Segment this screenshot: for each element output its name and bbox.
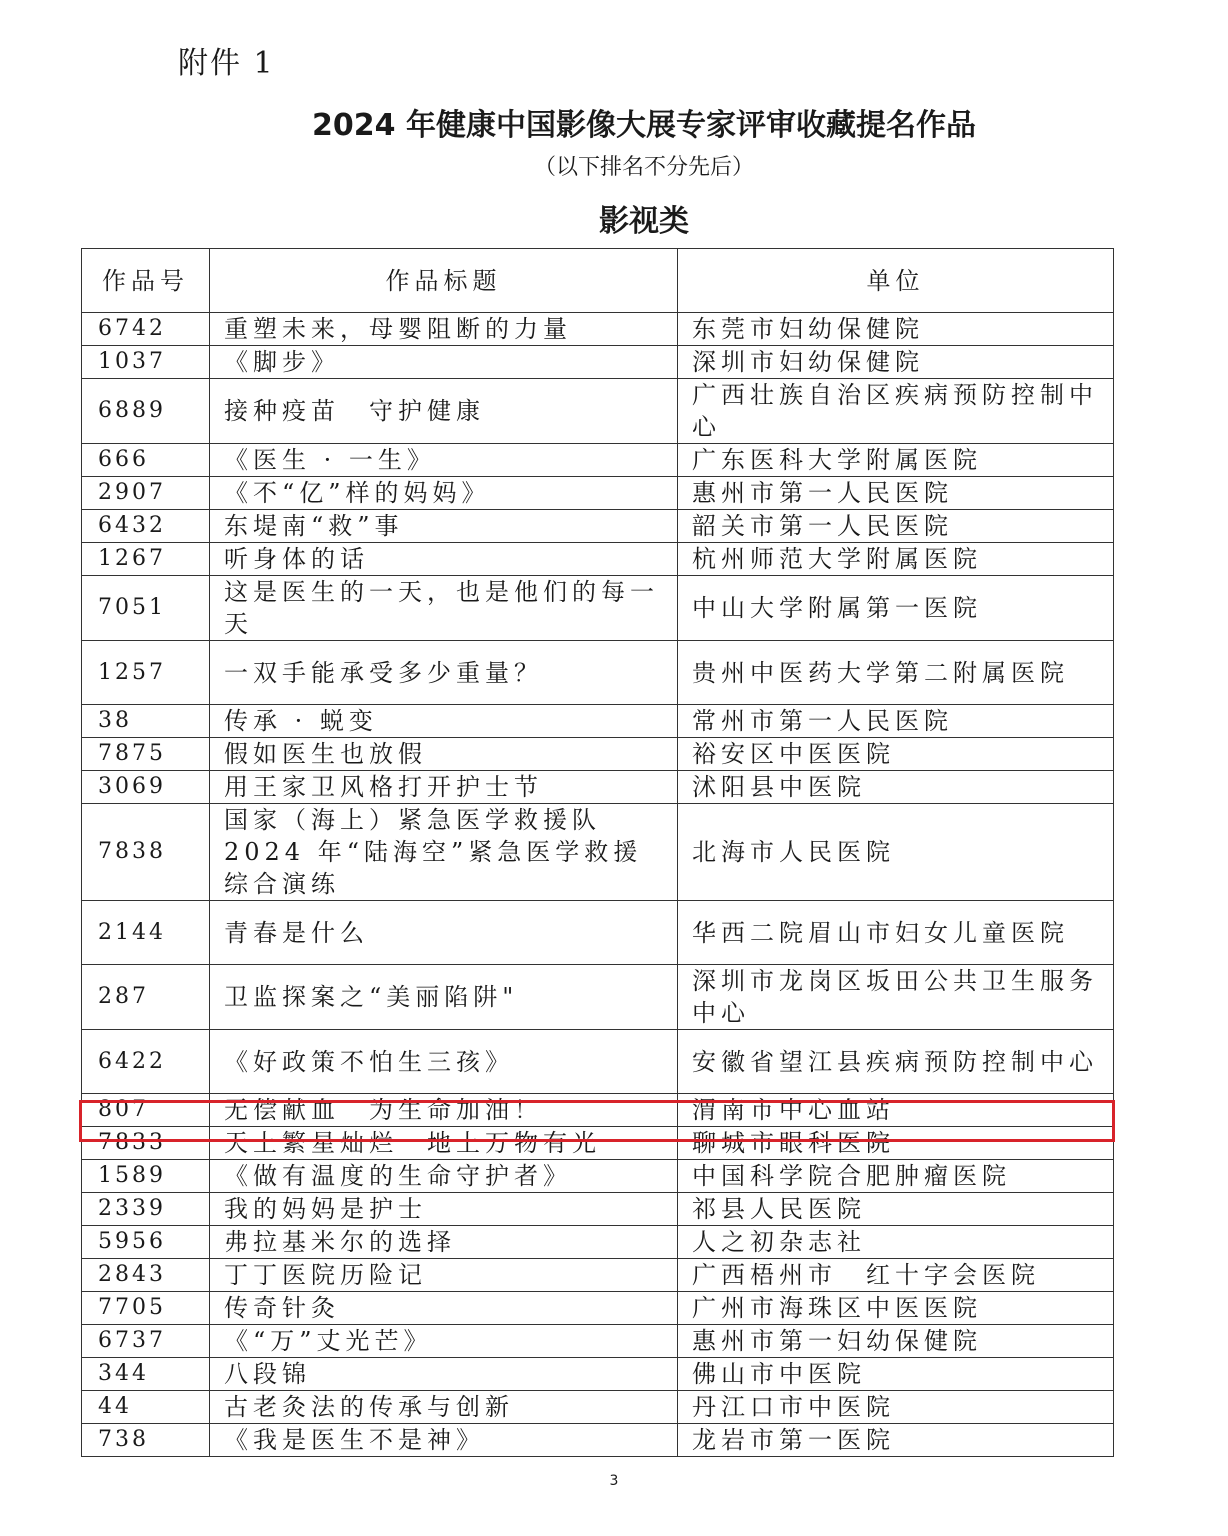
work-unit: 惠州市第一妇幼保健院 bbox=[678, 1325, 1114, 1358]
work-id: 287 bbox=[82, 965, 210, 1030]
work-title: 我的妈妈是护士 bbox=[210, 1193, 678, 1226]
work-title: 接种疫苗 守护健康 bbox=[210, 379, 678, 444]
work-unit: 渭南市中心血站 bbox=[678, 1094, 1114, 1127]
work-id: 6889 bbox=[82, 379, 210, 444]
work-id: 38 bbox=[82, 705, 210, 738]
document-title: 2024 年健康中国影像大展专家评审收藏提名作品 bbox=[312, 108, 976, 143]
work-unit: 广西梧州市 红十字会医院 bbox=[678, 1259, 1114, 1292]
work-id: 344 bbox=[82, 1358, 210, 1391]
work-unit: 龙岩市第一医院 bbox=[678, 1424, 1114, 1457]
work-id: 807 bbox=[82, 1094, 210, 1127]
work-title: 《医生 · 一生》 bbox=[210, 444, 678, 477]
table-row bbox=[82, 1193, 1114, 1226]
table-header-row bbox=[82, 249, 1114, 313]
table-row bbox=[82, 965, 1114, 1030]
work-title: 东堤南“救”事 bbox=[210, 510, 678, 543]
work-title: 用王家卫风格打开护士节 bbox=[210, 771, 678, 804]
work-title: 听身体的话 bbox=[210, 543, 678, 576]
table-row bbox=[82, 1292, 1114, 1325]
table-row bbox=[82, 705, 1114, 738]
column-header-id: 作品号 bbox=[82, 249, 210, 313]
work-unit: 聊城市眼科医院 bbox=[678, 1127, 1114, 1160]
work-id: 2144 bbox=[82, 901, 210, 965]
table-row bbox=[82, 313, 1114, 346]
work-title: 无偿献血 为生命加油！ bbox=[210, 1094, 678, 1127]
work-unit: 佛山市中医院 bbox=[678, 1358, 1114, 1391]
work-unit: 东莞市妇幼保健院 bbox=[678, 313, 1114, 346]
table-row bbox=[82, 901, 1114, 965]
work-id: 6432 bbox=[82, 510, 210, 543]
work-title: 卫监探案之“美丽陷阱" bbox=[210, 965, 678, 1030]
table-row bbox=[82, 738, 1114, 771]
attachment-label: 附件 1 bbox=[178, 46, 275, 81]
work-id: 7833 bbox=[82, 1127, 210, 1160]
work-id: 6422 bbox=[82, 1030, 210, 1094]
work-title: 《好政策不怕生三孩》 bbox=[210, 1030, 678, 1094]
work-id: 2843 bbox=[82, 1259, 210, 1292]
table-row bbox=[82, 543, 1114, 576]
work-id: 7838 bbox=[82, 804, 210, 901]
table-row bbox=[82, 641, 1114, 705]
table-row bbox=[82, 1391, 1114, 1424]
work-title: 古老灸法的传承与创新 bbox=[210, 1391, 678, 1424]
work-unit: 华西二院眉山市妇女儿童医院 bbox=[678, 901, 1114, 965]
work-id: 1267 bbox=[82, 543, 210, 576]
work-id: 2339 bbox=[82, 1193, 210, 1226]
work-id: 7051 bbox=[82, 576, 210, 641]
work-id: 5956 bbox=[82, 1226, 210, 1259]
work-title: 天上繁星灿烂 地上万物有光 bbox=[210, 1127, 678, 1160]
table-row bbox=[82, 576, 1114, 641]
work-id: 1037 bbox=[82, 346, 210, 379]
work-id: 44 bbox=[82, 1391, 210, 1424]
work-id: 6742 bbox=[82, 313, 210, 346]
table-row bbox=[82, 771, 1114, 804]
column-header-title: 作品标题 bbox=[210, 249, 678, 313]
work-unit: 安徽省望江县疾病预防控制中心 bbox=[678, 1030, 1114, 1094]
work-id: 6737 bbox=[82, 1325, 210, 1358]
work-title: 《脚步》 bbox=[210, 346, 678, 379]
table-row bbox=[82, 1259, 1114, 1292]
work-unit: 杭州师范大学附属医院 bbox=[678, 543, 1114, 576]
work-title: 弗拉基米尔的选择 bbox=[210, 1226, 678, 1259]
work-unit: 沭阳县中医院 bbox=[678, 771, 1114, 804]
work-title: 传奇针灸 bbox=[210, 1292, 678, 1325]
work-unit: 广西壮族自治区疾病预防控制中心 bbox=[678, 379, 1114, 444]
work-unit: 常州市第一人民医院 bbox=[678, 705, 1114, 738]
work-unit: 裕安区中医医院 bbox=[678, 738, 1114, 771]
work-unit: 中山大学附属第一医院 bbox=[678, 576, 1114, 641]
table-row bbox=[82, 444, 1114, 477]
document-subtitle: （以下排名不分先后） bbox=[533, 155, 754, 180]
column-header-unit: 单位 bbox=[678, 249, 1114, 313]
highlight-box bbox=[79, 1100, 1115, 1142]
table-row bbox=[82, 379, 1114, 444]
work-unit: 广州市海珠区中医医院 bbox=[678, 1292, 1114, 1325]
work-unit: 惠州市第一人民医院 bbox=[678, 477, 1114, 510]
work-title: 《做有温度的生命守护者》 bbox=[210, 1160, 678, 1193]
work-unit: 深圳市龙岗区坂田公共卫生服务中心 bbox=[678, 965, 1114, 1030]
work-title: 八段锦 bbox=[210, 1358, 678, 1391]
work-id: 2907 bbox=[82, 477, 210, 510]
work-unit: 人之初杂志社 bbox=[678, 1226, 1114, 1259]
nomination-table bbox=[81, 248, 1114, 1457]
work-title: 一双手能承受多少重量？ bbox=[210, 641, 678, 705]
work-title: 《我是医生不是神》 bbox=[210, 1424, 678, 1457]
table-row bbox=[82, 1226, 1114, 1259]
work-unit: 祁县人民医院 bbox=[678, 1193, 1114, 1226]
work-unit: 韶关市第一人民医院 bbox=[678, 510, 1114, 543]
work-title: 这是医生的一天，也是他们的每一天 bbox=[210, 576, 678, 641]
work-id: 1589 bbox=[82, 1160, 210, 1193]
work-title: 《不“亿”样的妈妈》 bbox=[210, 477, 678, 510]
work-id: 7875 bbox=[82, 738, 210, 771]
work-id: 738 bbox=[82, 1424, 210, 1457]
work-title: 《“万”丈光芒》 bbox=[210, 1325, 678, 1358]
work-id: 1257 bbox=[82, 641, 210, 705]
work-title: 假如医生也放假 bbox=[210, 738, 678, 771]
work-title: 丁丁医院历险记 bbox=[210, 1259, 678, 1292]
work-unit: 北海市人民医院 bbox=[678, 804, 1114, 901]
work-title: 传承 · 蜕变 bbox=[210, 705, 678, 738]
table-row bbox=[82, 1030, 1114, 1094]
table-row bbox=[82, 477, 1114, 510]
table-row bbox=[82, 804, 1114, 901]
table-row bbox=[82, 1325, 1114, 1358]
work-title: 国家（海上）紧急医学救援队 2024 年“陆海空”紧急医学救援综合演练 bbox=[210, 804, 678, 901]
table-row bbox=[82, 346, 1114, 379]
work-unit: 贵州中医药大学第二附属医院 bbox=[678, 641, 1114, 705]
table-row bbox=[82, 1160, 1114, 1193]
table-row bbox=[82, 1358, 1114, 1391]
table-row bbox=[82, 1424, 1114, 1457]
work-id: 7705 bbox=[82, 1292, 210, 1325]
work-id: 666 bbox=[82, 444, 210, 477]
work-unit: 中国科学院合肥肿瘤医院 bbox=[678, 1160, 1114, 1193]
work-unit: 丹江口市中医院 bbox=[678, 1391, 1114, 1424]
work-title: 青春是什么 bbox=[210, 901, 678, 965]
table-row bbox=[82, 510, 1114, 543]
work-title: 重塑未来，母婴阻断的力量 bbox=[210, 313, 678, 346]
work-unit: 广东医科大学附属医院 bbox=[678, 444, 1114, 477]
page-number: 3 bbox=[609, 1473, 619, 1489]
work-unit: 深圳市妇幼保健院 bbox=[678, 346, 1114, 379]
work-id: 3069 bbox=[82, 771, 210, 804]
category-heading: 影视类 bbox=[599, 204, 689, 239]
